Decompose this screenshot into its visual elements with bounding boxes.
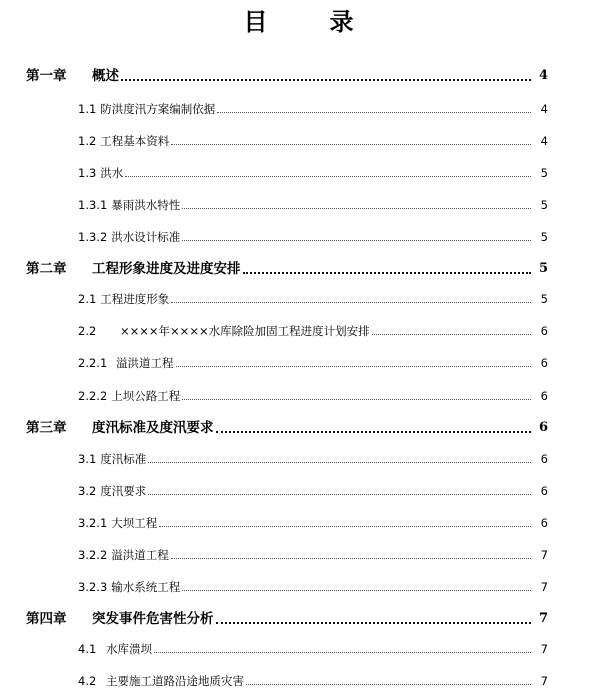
toc-entry-label bbox=[78, 580, 182, 594]
toc-entry-number: 第一章 bbox=[26, 68, 67, 84]
toc-leader-dots bbox=[125, 176, 531, 177]
toc-chapter-row[interactable] bbox=[0, 257, 597, 277]
toc-entry-title: 度汛标准及度汛要求 bbox=[92, 420, 214, 436]
toc-leader-dots bbox=[176, 366, 532, 367]
toc-leader-dots bbox=[148, 462, 531, 463]
toc-entry-title: 工程形象进度及进度安排 bbox=[92, 261, 241, 277]
toc-entry-number: 第三章 bbox=[26, 420, 67, 436]
toc-title-char-2: 录 bbox=[329, 7, 354, 36]
toc-leader-dots bbox=[182, 590, 531, 591]
toc-entry-label bbox=[78, 324, 372, 338]
toc-entry-label bbox=[78, 102, 217, 116]
toc-entry-label bbox=[78, 452, 148, 466]
toc-entry-number: 第二章 bbox=[26, 261, 67, 277]
toc-entry-title: 溢洪道工程 bbox=[111, 548, 169, 562]
toc-section-row[interactable] bbox=[0, 574, 597, 594]
toc-entry-label bbox=[26, 420, 216, 436]
toc-entry-number: 1.3.1 bbox=[78, 198, 108, 212]
toc-leader-dots bbox=[171, 144, 531, 145]
toc-leader-dots bbox=[372, 334, 531, 335]
toc-leader-dots bbox=[148, 494, 531, 495]
toc-entry-number: 2.2 bbox=[78, 324, 97, 338]
toc-entry-number: 2.1 bbox=[78, 292, 97, 306]
toc-entry-title: 洪水设计标准 bbox=[111, 230, 181, 244]
toc-entry-title: 溢洪道工程 bbox=[116, 356, 174, 370]
toc-entry-label bbox=[78, 548, 171, 562]
toc-page-number: 5 bbox=[540, 198, 548, 212]
toc-page-number: 5 bbox=[540, 166, 548, 180]
toc-entry-title: 概述 bbox=[92, 68, 119, 84]
toc-entry-label bbox=[26, 68, 121, 84]
toc-entry-label bbox=[78, 356, 176, 370]
toc-section-row[interactable] bbox=[0, 96, 597, 116]
toc-leader-dots bbox=[159, 526, 531, 527]
toc-entry-number: 1.3.2 bbox=[78, 230, 108, 244]
toc-leader-dots bbox=[182, 240, 531, 241]
toc-page-number: 4 bbox=[540, 134, 548, 148]
toc-entry-label bbox=[78, 484, 148, 498]
toc-section-row[interactable] bbox=[0, 286, 597, 306]
toc-section-row[interactable] bbox=[0, 383, 597, 403]
toc-section-row[interactable] bbox=[0, 160, 597, 180]
toc-entry-title: 防洪度汛方案编制依据 bbox=[100, 102, 216, 116]
toc-leader-dots bbox=[243, 272, 532, 274]
toc-page-number: 6 bbox=[540, 324, 548, 338]
toc-chapter-row[interactable] bbox=[0, 607, 597, 627]
toc-entry-title: 大坝工程 bbox=[111, 516, 158, 530]
toc-entry-label bbox=[78, 292, 171, 306]
toc-section-row[interactable] bbox=[0, 542, 597, 562]
toc-chapter-row[interactable] bbox=[0, 416, 597, 436]
toc-section-row[interactable] bbox=[0, 192, 597, 212]
toc-leader-dots bbox=[154, 652, 531, 653]
toc-entry-label bbox=[78, 389, 182, 403]
toc-title bbox=[0, 2, 597, 37]
toc-page-number: 7 bbox=[540, 580, 548, 594]
toc-leader-dots bbox=[217, 112, 531, 113]
toc-entry-title: ××××年××××水库除险加固工程进度计划安排 bbox=[120, 324, 370, 338]
toc-entry-number: 3.2.2 bbox=[78, 548, 108, 562]
toc-section-row[interactable] bbox=[0, 446, 597, 466]
toc-entry-title: 工程进度形象 bbox=[100, 292, 170, 306]
toc-leader-dots bbox=[246, 684, 531, 685]
toc-entry-label bbox=[78, 642, 154, 656]
toc-page-number: 7 bbox=[540, 674, 548, 688]
toc-entry-title: 水库溃坝 bbox=[106, 642, 152, 656]
toc-entry-title: 工程基本资料 bbox=[100, 134, 170, 148]
toc-entry-title: 度汛要求 bbox=[100, 484, 147, 498]
toc-entry-label bbox=[78, 134, 171, 148]
toc-entry-title: 洪水 bbox=[100, 166, 124, 180]
toc-leader-dots bbox=[121, 79, 531, 81]
toc-title-char-1: 目 bbox=[243, 7, 268, 36]
toc-section-row[interactable] bbox=[0, 636, 597, 656]
toc-leader-dots bbox=[182, 208, 531, 209]
toc-entry-number: 4.2 bbox=[78, 674, 97, 688]
toc-leader-dots bbox=[216, 431, 532, 433]
toc-entry-label bbox=[26, 611, 216, 627]
toc-entry-title: 输水系统工程 bbox=[111, 580, 181, 594]
toc-entry-number: 1.2 bbox=[78, 134, 97, 148]
toc-page-number: 6 bbox=[540, 484, 548, 498]
toc-leader-dots bbox=[216, 622, 532, 624]
toc-entry-number: 3.2.3 bbox=[78, 580, 108, 594]
toc-entry-label bbox=[78, 230, 182, 244]
toc-entry-title: 暴雨洪水特性 bbox=[111, 198, 181, 212]
toc-entry-label bbox=[78, 516, 159, 530]
toc-page-number: 5 bbox=[540, 292, 548, 306]
toc-entry-number: 3.2 bbox=[78, 484, 97, 498]
toc-entry-title: 主要施工道路沿途地质灾害 bbox=[106, 674, 244, 688]
toc-page-number: 7 bbox=[540, 548, 548, 562]
toc-entry-number: 3.1 bbox=[78, 452, 97, 466]
toc-entry-number: 1.1 bbox=[78, 102, 97, 116]
toc-section-row[interactable] bbox=[0, 668, 597, 688]
toc-page-number: 6 bbox=[540, 516, 548, 530]
toc-leader-dots bbox=[171, 302, 531, 303]
toc-entry-number: 2.2.2 bbox=[78, 389, 108, 403]
toc-entry-number: 3.2.1 bbox=[78, 516, 108, 530]
toc-page-number: 7 bbox=[538, 611, 548, 626]
toc-page-number: 6 bbox=[540, 356, 548, 370]
toc-entry-title: 突发事件危害性分析 bbox=[92, 611, 214, 627]
toc-entry-number: 2.2.1 bbox=[78, 356, 108, 370]
toc-page-number: 5 bbox=[538, 261, 548, 276]
toc-entry-label bbox=[78, 674, 246, 688]
toc-entry-label bbox=[78, 166, 125, 180]
toc-section-row[interactable] bbox=[0, 478, 597, 498]
toc-chapter-row[interactable] bbox=[0, 64, 597, 84]
toc-entry-title: 度汛标准 bbox=[100, 452, 147, 466]
toc-page-number: 6 bbox=[540, 389, 548, 403]
toc-entry-label bbox=[26, 261, 243, 277]
toc-page-number: 5 bbox=[540, 230, 548, 244]
toc-section-row[interactable] bbox=[0, 128, 597, 148]
toc-page-number: 4 bbox=[538, 68, 548, 83]
toc-page-number: 6 bbox=[540, 452, 548, 466]
toc-entry-title: 上坝公路工程 bbox=[111, 389, 181, 403]
toc-page-number: 6 bbox=[538, 420, 548, 435]
toc-page-number: 4 bbox=[540, 102, 548, 116]
toc-section-row[interactable] bbox=[0, 318, 597, 338]
toc-section-row[interactable] bbox=[0, 224, 597, 244]
toc-entry-number: 4.1 bbox=[78, 642, 97, 656]
toc-section-row[interactable] bbox=[0, 350, 597, 370]
toc-leader-dots bbox=[182, 399, 531, 400]
toc-leader-dots bbox=[171, 558, 531, 559]
toc-entry-label bbox=[78, 198, 182, 212]
toc-page-number: 7 bbox=[540, 642, 548, 656]
toc-section-row[interactable] bbox=[0, 510, 597, 530]
toc-entry-number: 第四章 bbox=[26, 611, 67, 627]
toc-entry-number: 1.3 bbox=[78, 166, 97, 180]
